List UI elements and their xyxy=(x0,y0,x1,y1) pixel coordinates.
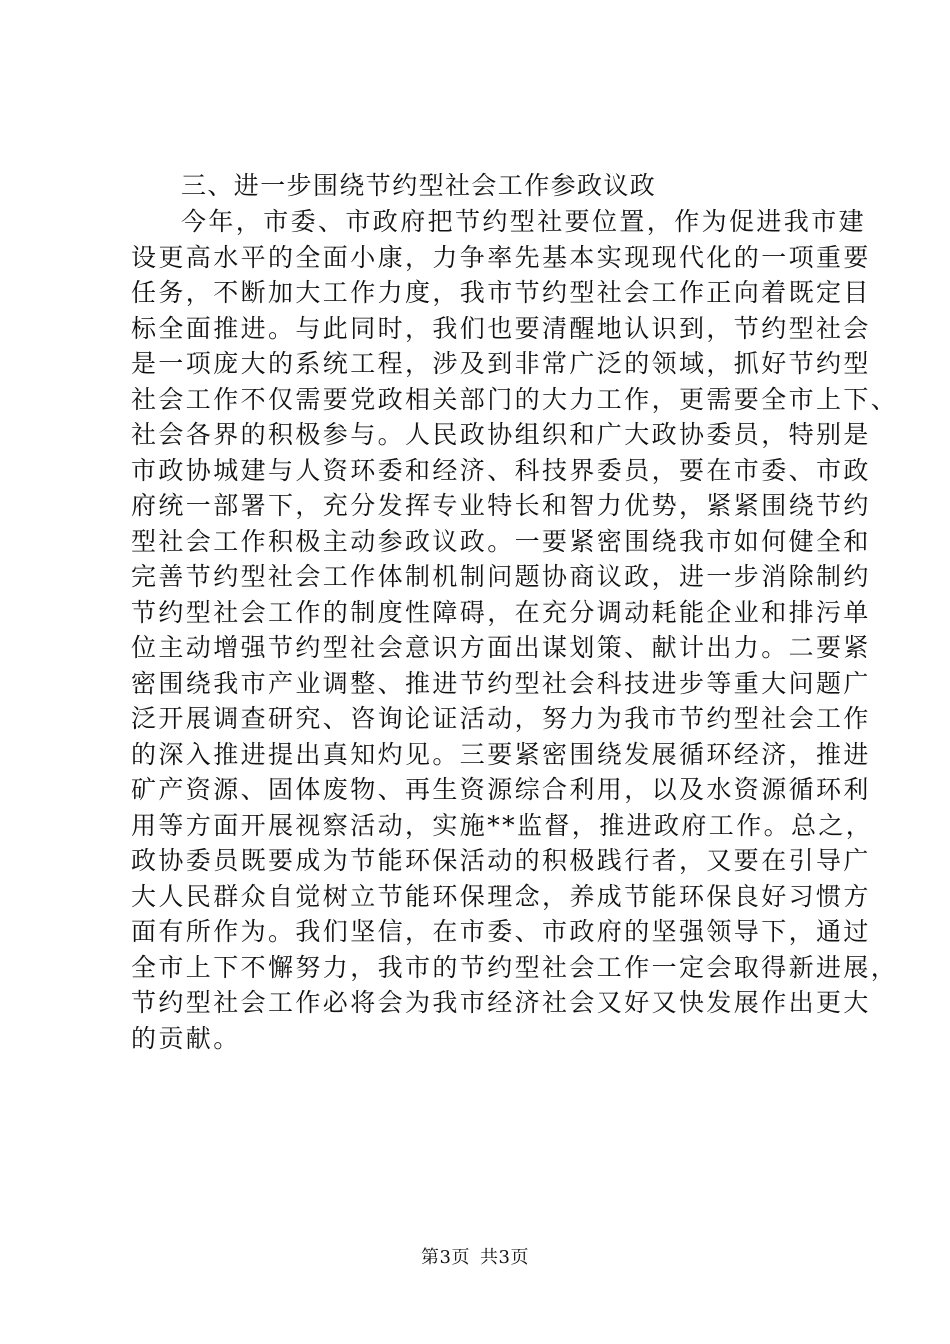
paragraph-line: 社会工作不仅需要党政相关部门的大力工作，更需要全市上下、 xyxy=(131,384,899,414)
paragraph-line: 完善节约型社会工作体制机制问题协商议政，进一步消除制约 xyxy=(131,562,871,591)
section-heading: 三、进一步围绕节约型社会工作参政议政 xyxy=(181,171,657,200)
paragraph-line: 位主动增强节约型社会意识方面出谋划策、献计出力。二要紧 xyxy=(131,633,871,662)
paragraph-line: 标全面推进。与此同时，我们也要清醒地认识到，节约型社会 xyxy=(131,313,871,343)
page-footer xyxy=(0,1246,950,1270)
paragraph-line: 政协委员既要成为节能环保活动的积极践行者，又要在引导广 xyxy=(131,846,871,875)
paragraph-line: 用等方面开展视察活动，实施**监督，推进政府工作。总之， xyxy=(131,810,874,840)
paragraph-line: 大人民群众自觉树立节能环保理念，养成节能环保良好习惯方 xyxy=(131,881,871,911)
paragraph-line: 的贡献。 xyxy=(131,1023,241,1053)
paragraph-line: 社会各界的积极参与。人民政协组织和广大政协委员，特别是 xyxy=(131,420,871,449)
paragraph-line: 密围绕我市产业调整、推进节约型社会科技进步等重大问题广 xyxy=(131,668,871,698)
paragraph-line: 节约型社会工作的制度性障碍，在充分调动耗能企业和排污单 xyxy=(131,597,871,627)
paragraph-line: 全市上下不懈努力，我市的节约型社会工作一定会取得新进展， xyxy=(131,952,899,982)
paragraph-line: 是一项庞大的系统工程，涉及到非常广泛的领域，抓好节约型 xyxy=(131,349,871,378)
page-number: 第3页 xyxy=(421,1247,470,1268)
paragraph-line: 设更高水平的全面小康，力争率先基本实现现代化的一项重要 xyxy=(131,242,871,272)
paragraph-line: 面有所作为。我们坚信，在市委、市政府的坚强领导下，通过 xyxy=(131,917,871,946)
paragraph-line: 泛开展调查研究、咨询论证活动，努力为我市节约型社会工作 xyxy=(131,704,871,733)
paragraph-line: 今年，市委、市政府把节约型社要位置，作为促进我市建 xyxy=(181,207,867,236)
paragraph-line: 府统一部署下，充分发挥专业特长和智力优势，紧紧围绕节约 xyxy=(131,491,871,520)
paragraph-line: 型社会工作积极主动参政议政。一要紧密围绕我市如何健全和 xyxy=(131,526,871,556)
page-total: 共3页 xyxy=(480,1247,529,1268)
paragraph-line: 矿产资源、固体废物、再生资源综合利用，以及水资源循环利 xyxy=(131,775,871,804)
paragraph-line: 市政协城建与人资环委和经济、科技界委员，要在市委、市政 xyxy=(131,455,871,485)
body-paragraph xyxy=(131,204,899,1056)
document-body xyxy=(131,168,899,1056)
paragraph-line: 节约型社会工作必将会为我市经济社会又好又快发展作出更大 xyxy=(131,988,871,1017)
paragraph-line: 任务，不断加大工作力度，我市节约型社会工作正向着既定目 xyxy=(131,278,871,307)
paragraph-line: 的深入推进提出真知灼见。三要紧密围绕发展循环经济，推进 xyxy=(131,739,871,769)
